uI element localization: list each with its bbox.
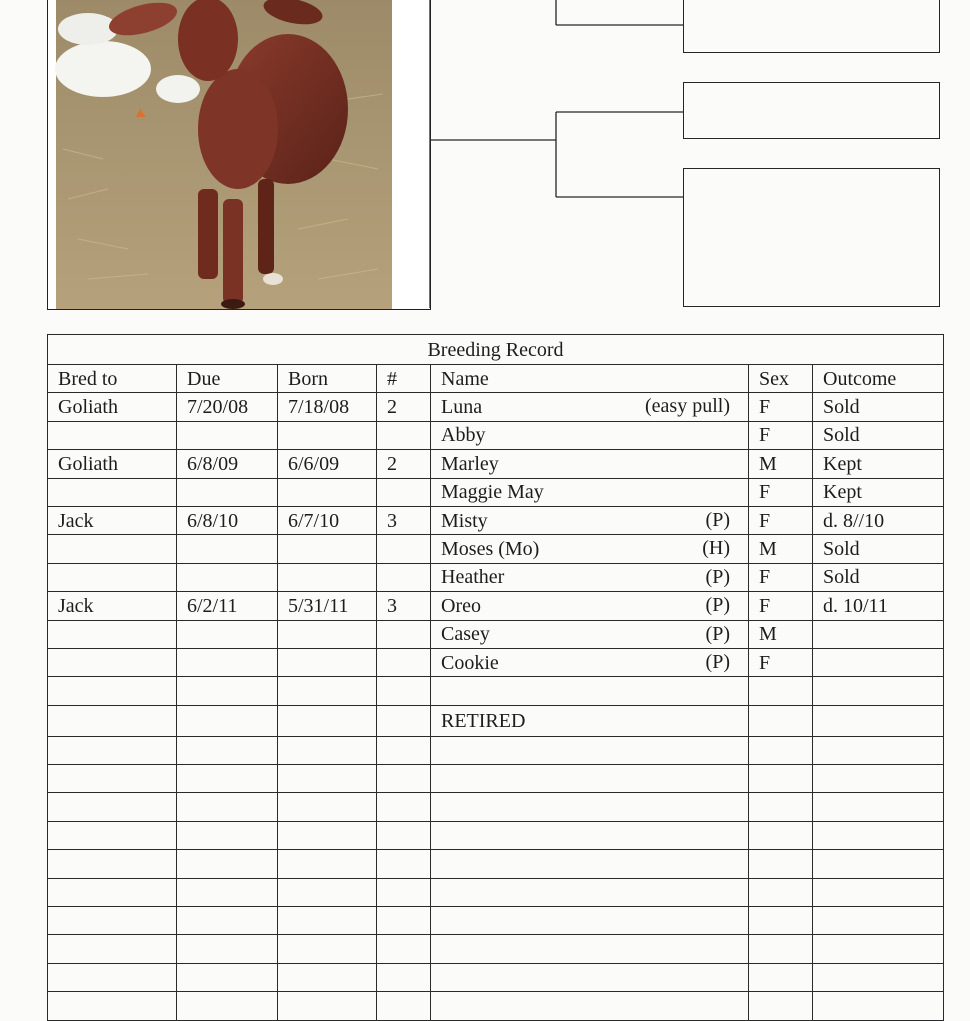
cell-count bbox=[377, 821, 431, 849]
table-row bbox=[48, 935, 944, 963]
cell-count bbox=[377, 850, 431, 878]
cell-born bbox=[278, 736, 377, 764]
cell-due bbox=[177, 878, 278, 906]
offspring-name: Heather bbox=[441, 566, 505, 589]
cell-count bbox=[377, 478, 431, 506]
offspring-name: Marley bbox=[441, 452, 499, 475]
col-header-due: Due bbox=[177, 365, 278, 393]
cell-sex: M bbox=[749, 620, 813, 648]
cell-name bbox=[431, 563, 749, 591]
cell-born: 5/31/11 bbox=[278, 592, 377, 620]
offspring-note: (P) bbox=[705, 565, 730, 588]
offspring-name: RETIRED bbox=[441, 709, 526, 732]
cell-sex: F bbox=[749, 648, 813, 676]
cell-due bbox=[177, 421, 278, 449]
cell-due bbox=[177, 793, 278, 821]
cell-count: 2 bbox=[377, 450, 431, 478]
cell-count bbox=[377, 705, 431, 736]
table-row bbox=[48, 992, 944, 1020]
cell-bred-to: Goliath bbox=[48, 450, 177, 478]
cell-name bbox=[431, 992, 749, 1020]
cell-sex bbox=[749, 736, 813, 764]
cell-count bbox=[377, 793, 431, 821]
cell-sex bbox=[749, 935, 813, 963]
pedigree-box-dam-sire bbox=[683, 82, 940, 139]
cell-born bbox=[278, 563, 377, 591]
offspring-note: (easy pull) bbox=[645, 395, 730, 418]
table-row bbox=[48, 878, 944, 906]
cell-bred-to bbox=[48, 935, 177, 963]
cell-name bbox=[431, 793, 749, 821]
offspring-name: Maggie May bbox=[441, 481, 544, 504]
cell-name bbox=[431, 620, 749, 648]
cell-count bbox=[377, 563, 431, 591]
cell-sex bbox=[749, 705, 813, 736]
cell-name bbox=[431, 821, 749, 849]
cell-count bbox=[377, 765, 431, 793]
cell-sex bbox=[749, 992, 813, 1020]
cell-outcome: Kept bbox=[813, 450, 944, 478]
cell-born bbox=[278, 850, 377, 878]
cell-sex: F bbox=[749, 478, 813, 506]
cell-born: 6/7/10 bbox=[278, 506, 377, 534]
cell-born bbox=[278, 935, 377, 963]
cell-name bbox=[431, 535, 749, 563]
cell-sex bbox=[749, 850, 813, 878]
cell-count bbox=[377, 648, 431, 676]
cell-bred-to bbox=[48, 421, 177, 449]
cell-bred-to bbox=[48, 821, 177, 849]
cell-due bbox=[177, 648, 278, 676]
cell-count bbox=[377, 535, 431, 563]
pedigree-box-sire-dam bbox=[683, 0, 940, 53]
offspring-name: Oreo bbox=[441, 594, 481, 617]
table-row bbox=[48, 907, 944, 935]
cell-bred-to bbox=[48, 620, 177, 648]
offspring-note: (P) bbox=[705, 594, 730, 617]
cell-outcome: Sold bbox=[813, 421, 944, 449]
cell-name bbox=[431, 592, 749, 620]
table-row bbox=[48, 535, 944, 563]
cell-bred-to bbox=[48, 765, 177, 793]
table-row bbox=[48, 736, 944, 764]
cell-sex: M bbox=[749, 535, 813, 563]
cell-born bbox=[278, 907, 377, 935]
cell-born bbox=[278, 793, 377, 821]
cell-name bbox=[431, 450, 749, 478]
cell-outcome bbox=[813, 705, 944, 736]
header-row bbox=[48, 365, 944, 393]
cell-count bbox=[377, 907, 431, 935]
pedigree-box-dam-dam bbox=[683, 168, 940, 307]
cell-born bbox=[278, 677, 377, 705]
col-header-outcome: Outcome bbox=[813, 365, 944, 393]
col-header-sex: Sex bbox=[749, 365, 813, 393]
cell-bred-to: Jack bbox=[48, 506, 177, 534]
cell-name bbox=[431, 705, 749, 736]
cell-bred-to bbox=[48, 705, 177, 736]
cell-count: 2 bbox=[377, 393, 431, 421]
cell-due bbox=[177, 935, 278, 963]
goat-photo bbox=[47, 0, 431, 310]
cell-bred-to bbox=[48, 878, 177, 906]
offspring-name: Abby bbox=[441, 424, 486, 447]
cell-born bbox=[278, 765, 377, 793]
offspring-note: (P) bbox=[705, 508, 730, 531]
cell-bred-to bbox=[48, 677, 177, 705]
cell-due: 6/2/11 bbox=[177, 592, 278, 620]
cell-outcome: Sold bbox=[813, 563, 944, 591]
table-row bbox=[48, 421, 944, 449]
table-row bbox=[48, 478, 944, 506]
cell-outcome bbox=[813, 765, 944, 793]
cell-name bbox=[431, 963, 749, 991]
cell-bred-to bbox=[48, 992, 177, 1020]
cell-count bbox=[377, 620, 431, 648]
cell-outcome bbox=[813, 620, 944, 648]
cell-bred-to bbox=[48, 907, 177, 935]
cell-name bbox=[431, 677, 749, 705]
cell-name bbox=[431, 393, 749, 421]
cell-due bbox=[177, 736, 278, 764]
cell-due bbox=[177, 478, 278, 506]
cell-outcome: Sold bbox=[813, 393, 944, 421]
offspring-note: (H) bbox=[702, 537, 730, 560]
cell-sex bbox=[749, 878, 813, 906]
cell-sex bbox=[749, 907, 813, 935]
cell-sex bbox=[749, 677, 813, 705]
cell-due bbox=[177, 963, 278, 991]
cell-bred-to bbox=[48, 478, 177, 506]
cell-due bbox=[177, 821, 278, 849]
cell-bred-to bbox=[48, 563, 177, 591]
cell-name bbox=[431, 907, 749, 935]
col-header-count: # bbox=[377, 365, 431, 393]
cell-outcome bbox=[813, 963, 944, 991]
table-row bbox=[48, 506, 944, 534]
cell-count bbox=[377, 736, 431, 764]
col-header-bred-to: Bred to bbox=[48, 365, 177, 393]
cell-outcome bbox=[813, 793, 944, 821]
cell-count: 3 bbox=[377, 506, 431, 534]
table-title: Breeding Record bbox=[48, 335, 944, 365]
table-row bbox=[48, 450, 944, 478]
cell-name bbox=[431, 765, 749, 793]
offspring-note: (P) bbox=[705, 650, 730, 673]
cell-born bbox=[278, 648, 377, 676]
cell-born bbox=[278, 821, 377, 849]
cell-born bbox=[278, 705, 377, 736]
cell-born bbox=[278, 620, 377, 648]
cell-due: 6/8/10 bbox=[177, 506, 278, 534]
cell-bred-to: Goliath bbox=[48, 393, 177, 421]
cell-outcome: d. 10/11 bbox=[813, 592, 944, 620]
cell-outcome bbox=[813, 850, 944, 878]
table-row bbox=[48, 648, 944, 676]
table-row bbox=[48, 821, 944, 849]
offspring-name: Luna bbox=[441, 396, 483, 419]
table-row bbox=[48, 592, 944, 620]
table-row bbox=[48, 563, 944, 591]
offspring-note: (P) bbox=[705, 622, 730, 645]
cell-bred-to: Jack bbox=[48, 592, 177, 620]
cell-outcome bbox=[813, 992, 944, 1020]
col-header-name: Name bbox=[431, 365, 749, 393]
col-header-born: Born bbox=[278, 365, 377, 393]
offspring-name: Moses (Mo) bbox=[441, 538, 540, 561]
cell-due bbox=[177, 907, 278, 935]
cell-name bbox=[431, 506, 749, 534]
cell-born bbox=[278, 421, 377, 449]
cell-bred-to bbox=[48, 793, 177, 821]
cell-count bbox=[377, 677, 431, 705]
cell-outcome: d. 8//10 bbox=[813, 506, 944, 534]
cell-due: 7/20/08 bbox=[177, 393, 278, 421]
cell-outcome: Sold bbox=[813, 535, 944, 563]
cell-count bbox=[377, 878, 431, 906]
table-row bbox=[48, 850, 944, 878]
cell-name bbox=[431, 935, 749, 963]
cell-count bbox=[377, 963, 431, 991]
cell-outcome bbox=[813, 821, 944, 849]
cell-born bbox=[278, 478, 377, 506]
cell-due bbox=[177, 535, 278, 563]
table-row bbox=[48, 393, 944, 421]
breeding-record-table bbox=[47, 334, 944, 1021]
cell-sex bbox=[749, 963, 813, 991]
cell-count: 3 bbox=[377, 592, 431, 620]
cell-due bbox=[177, 563, 278, 591]
cell-name bbox=[431, 478, 749, 506]
offspring-name: Misty bbox=[441, 509, 488, 532]
table-row bbox=[48, 705, 944, 736]
cell-due bbox=[177, 705, 278, 736]
table-row bbox=[48, 620, 944, 648]
cell-sex: F bbox=[749, 421, 813, 449]
cell-born bbox=[278, 992, 377, 1020]
cell-count bbox=[377, 421, 431, 449]
table-row bbox=[48, 793, 944, 821]
cell-due bbox=[177, 765, 278, 793]
table-row bbox=[48, 765, 944, 793]
cell-born: 6/6/09 bbox=[278, 450, 377, 478]
cell-sex: M bbox=[749, 450, 813, 478]
cell-due bbox=[177, 992, 278, 1020]
offspring-name: Casey bbox=[441, 623, 490, 646]
cell-bred-to bbox=[48, 736, 177, 764]
cell-sex: F bbox=[749, 563, 813, 591]
cell-bred-to bbox=[48, 963, 177, 991]
cell-sex: F bbox=[749, 506, 813, 534]
cell-count bbox=[377, 935, 431, 963]
cell-outcome: Kept bbox=[813, 478, 944, 506]
cell-due bbox=[177, 850, 278, 878]
cell-outcome bbox=[813, 677, 944, 705]
cell-sex bbox=[749, 765, 813, 793]
brown-goat-icon bbox=[48, 0, 430, 309]
cell-outcome bbox=[813, 907, 944, 935]
cell-born bbox=[278, 878, 377, 906]
cell-due bbox=[177, 620, 278, 648]
cell-name bbox=[431, 648, 749, 676]
cell-sex bbox=[749, 793, 813, 821]
cell-sex bbox=[749, 821, 813, 849]
cell-born bbox=[278, 963, 377, 991]
cell-outcome bbox=[813, 736, 944, 764]
cell-sex: F bbox=[749, 592, 813, 620]
cell-name bbox=[431, 736, 749, 764]
cell-bred-to bbox=[48, 850, 177, 878]
cell-due bbox=[177, 677, 278, 705]
cell-due: 6/8/09 bbox=[177, 450, 278, 478]
cell-sex: F bbox=[749, 393, 813, 421]
cell-bred-to bbox=[48, 648, 177, 676]
cell-name bbox=[431, 421, 749, 449]
cell-outcome bbox=[813, 935, 944, 963]
cell-bred-to bbox=[48, 535, 177, 563]
cell-count bbox=[377, 992, 431, 1020]
cell-outcome bbox=[813, 878, 944, 906]
table-row bbox=[48, 963, 944, 991]
cell-name bbox=[431, 850, 749, 878]
offspring-name: Cookie bbox=[441, 651, 499, 674]
cell-born: 7/18/08 bbox=[278, 393, 377, 421]
table-row bbox=[48, 677, 944, 705]
cell-born bbox=[278, 535, 377, 563]
cell-outcome bbox=[813, 648, 944, 676]
cell-name bbox=[431, 878, 749, 906]
